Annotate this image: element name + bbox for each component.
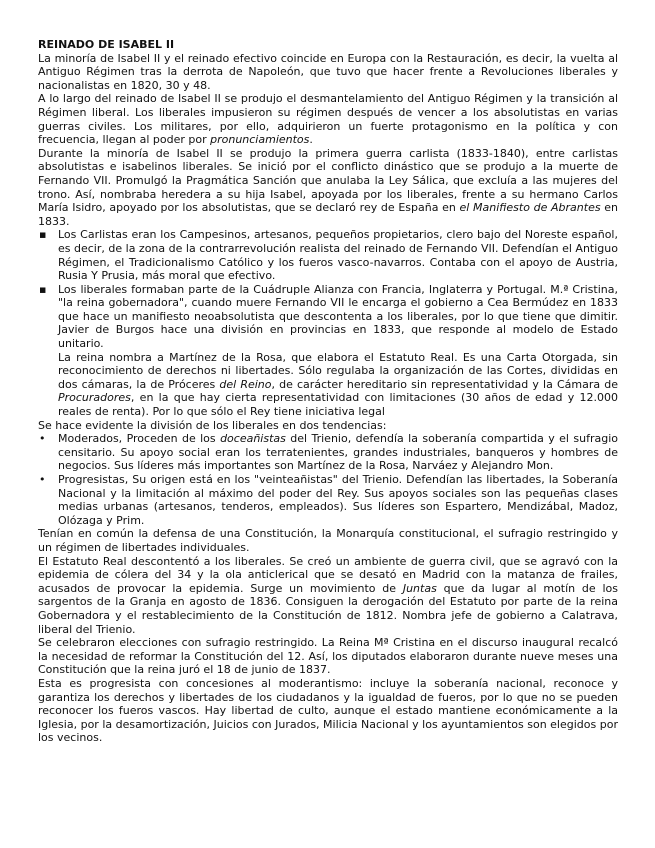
square-bullet-icon [39,228,46,242]
list-tendencias [38,432,618,527]
document-title: REINADO DE ISABEL II [38,38,175,51]
paragraph-estatuto-real [38,555,618,637]
paragraph-division-liberales: Se hace evidente la división de los liberales en dos tendencias: [38,418,387,432]
list-item-text: Los liberales formaban parte de la Cuádruple Alianza con Francia, Inglaterra y Portugal. M.ª Cristina, "la reina gobernadora", cuando muere Fernando VII le encarga el gobierno a Cea Bermúdez en 1833 que hace un manifiesto neoabsolutista que descontenta a los liberales, por lo que tiene que dimitir. Javier de Burgos hace una división en provincias en 1833, que responde al modelo de Estado unitario. [58,282,618,351]
list-item-carlistas [38,228,618,282]
paragraph-text: Durante la minoría de Isabel II se produjo la primera guerra carlista (1833-1840), entre carlistas absolutistas e isabelinos liberales. Se inició por el conflicto dinástico que se produjo a la muerte de Fernando VII. Promulgó la Pragmática Sanción que anulaba la Ley Sálica, que excluía a las mujeres del trono. Así, nombraba heredera a su hija Isabel, apoyada por los liberales, frente a su hermano Carlos María Isidro, apoyado por los absolutistas, que se declaró rey de España en [38,146,618,215]
list-bandos [38,228,618,418]
list-item-text: del Trienio, defendía la soberanía compartida y el sufragio censitario. Su apoyo social eran los terratenientes, grandes industriales, banqueros y hombres de negocios. Sus líderes más importantes son Martínez de la Rosa, Narváez y Alejandro Mon. [58,432,618,473]
paragraph-constitucion-1837: Esta es progresista con concesiones al moderantismo: incluye la soberanía nacional, reconoce y garantiza los derechos y libertades de los ciudadanos y la igualdad de fueros, por lo que no se pueden reconocer los fueros vascos. Hay libertad de culto, aunque el estado mantiene económicamente a la Iglesia, por la desamortización, Juicios con Jurados, Milicia Nacional y los ayuntamientos son elegidos por los vecinos. [38,676,618,745]
paragraph-text: El Estatuto Real descontentó a los liberales. Se creó un ambiente de guerra civil, que se agravó con la epidemia de cólera del 34 y la ola anticlerical que se desató en Madrid con la matanza de frailes, acusados de provocar la epidemia. Surge un movimiento de [38,554,618,595]
document-page [38,38,618,745]
list-item-text: La reina nombra a Martínez de la Rosa, que elabora el Estatuto Real. Es una Carta Otorgada, sin reconocimiento de derechos ni libertades. Sólo regulaba la organización de las Cortes, divididas en dos cámaras, la de Próceres [58,350,618,391]
dot-bullet-icon [39,432,46,446]
list-item-text: Los Carlistas eran los Campesinos, artesanos, pequeños propietarios, clero bajo del Noreste español, es decir, de la zona de la contrarrevolución realista del reinado de Fernando VII. Defendían el Antiguo Régimen, el Tradicionalismo Católico y los fueros vasco-navarros. Contaba con el apoyo de Austria, Rusia Y Prusia, más moral que efectivo. [58,228,618,283]
list-item-text: Moderados, Proceden de los [58,432,221,446]
list-item-text: , de carácter hereditario sin representatividad y la Cámara de [271,377,618,391]
list-item-progresistas [38,473,618,527]
list-item-moderados [38,432,618,473]
paragraph-elecciones: Se celebraron elecciones con sufragio restringido. La Reina Mª Cristina en el discurso inaugural recalcó la necesidad de reformar la Constitución del 12. Así, los diputados elaboraron durante nueve meses una Constitución que la reina juró el 18 de junio de 1837. [38,636,618,677]
square-bullet-icon [39,283,46,297]
dot-bullet-icon [39,473,46,487]
emphasis-doceanistas: doceañistas [220,432,286,446]
list-item-text: Progresistas, Su origen está en los "veinteañistas" del Trienio. Defendían las libertades, la Soberanía Nacional y la limitación al máximo del poder del Rey. Sus apoyos sociales son las pequeñas clases medias urbanas (artesanos, tenderos, empleados). Sus líderes son Espartero, Mendizábal, Madoz, Olózaga y Prim. [58,473,618,527]
paragraph-text: en 1833. [38,201,618,228]
paragraph-text: A lo largo del reinado de Isabel II se produjo el desmantelamiento del Antiguo Régimen y la transición al Régimen liberal. Los liberales impusieron su régimen después de vencer a los absolutistas en varias guerras civiles. Los militares, por ello, adquirieron un fuerte protagonismo en la política y con frecuencia, llegan al poder por [38,92,618,147]
emphasis-procuradores: Procuradores [58,391,131,405]
emphasis-manifiesto: el Manifiesto de Abrantes [459,201,601,215]
list-item-text: , en la que hay cierta representatividad con limitaciones (30 años de edad y 12.000 reales de renta). Por lo que sólo el Rey tiene iniciativa legal [58,391,618,419]
paragraph-guerra-carlista [38,147,618,229]
paragraph-en-comun: Tenían en común la defensa de una Constitución, la Monarquía constitucional, el sufragio restringido y un régimen de libertades individuales. [38,527,618,554]
list-item-liberales [38,283,618,419]
emphasis-del-reino: del Reino [219,377,272,391]
paragraph-text: que da lugar al motín de los sargentos de la Granja en agosto de 1836. Consiguen la derogación del Estatuto por parte de la reina Gobernadora y el restablecimiento de la Constitución de 1812. Nombra jefe de gobierno a Calatrava, liberal del Trienio. [38,581,619,636]
list-item-continuation [58,351,618,419]
paragraph-desmantelamiento [38,92,618,146]
emphasis-juntas: Juntas [402,581,437,595]
emphasis-pronunciamientos: pronunciamientos [210,133,310,147]
paragraph-text: . [309,133,313,147]
paragraph-restauracion: La minoría de Isabel II y el reinado efectivo coincide en Europa con la Restauración, es decir, la vuelta al Antiguo Régimen tras la derrota de Napoleón, que tuvo que hacer frente a Revoluciones liberales y nacionalistas en 1820, 30 y 48. [38,51,618,92]
